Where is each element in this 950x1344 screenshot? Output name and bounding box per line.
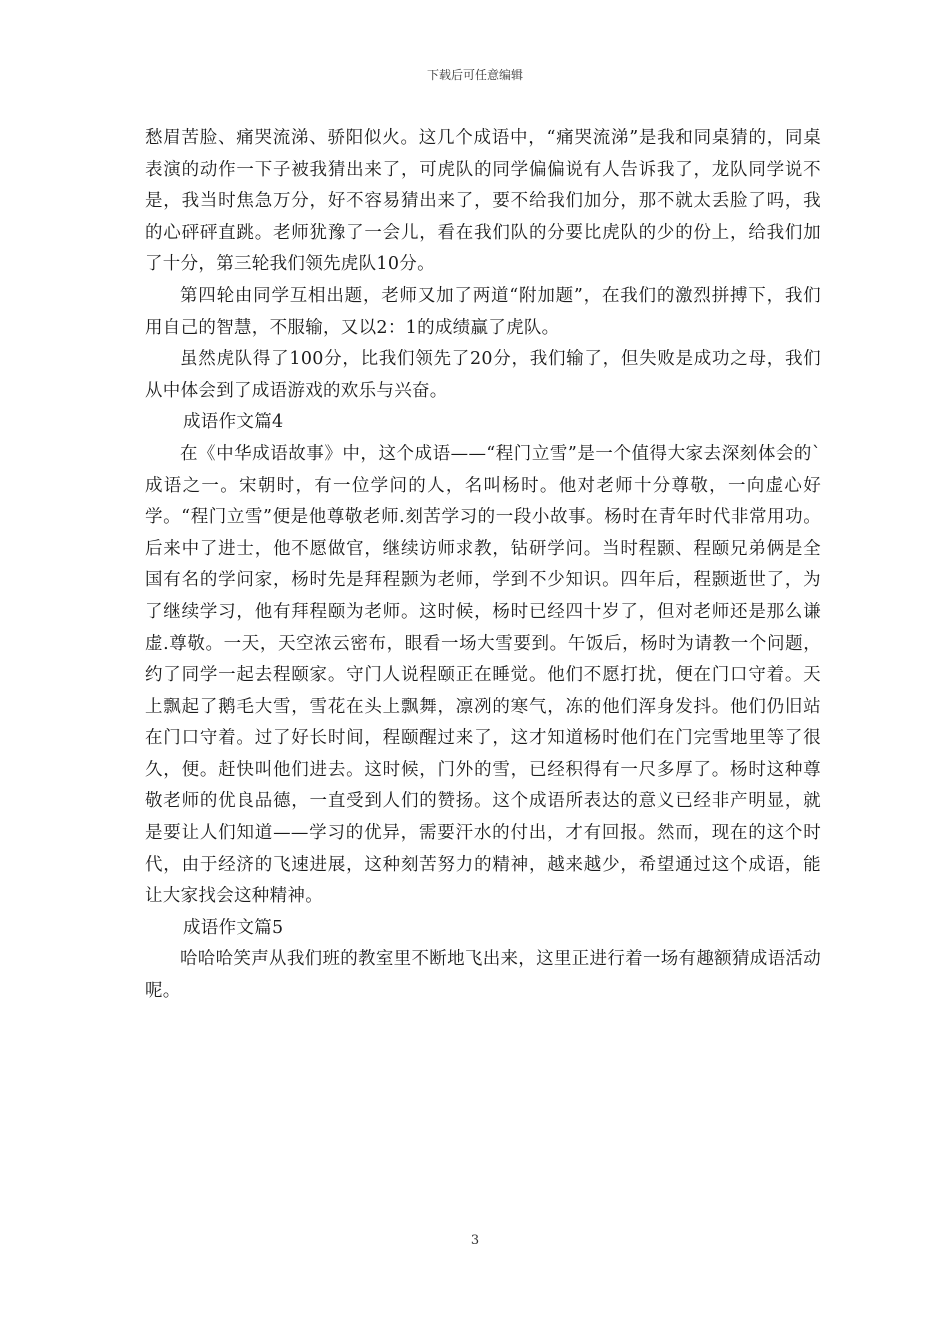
section-heading-essay-4: 成语作文篇4 [183, 412, 284, 433]
page-header: 下载后可任意编辑 [426, 68, 523, 82]
paragraph-essay-4: 在《中华成语故事》中，这个成语——“程门立雪”是一个值得大家去深刻体会的`成语之一。宋朝时，有一位学问的人，名叫杨时。他对老师十分尊敬，一向虚心好学。“程门立雪”便是他尊敬老师.刻苦学习的一段小故事。杨时在青年时代非常用功。后来中了进士，他不愿做官，继续访师求教，钻研学问。当时程颢、程颐兄弟俩是全国有名的学问家，杨时先是拜程颢为老师，学到不少知识。四年后，程颢逝世了，为了继续学习，他有拜程颐为老师。这时候，杨时已经四十岁了，但对老师还是那么谦虚.尊敬。一天，天空浓云密布，眼看一场大雪要到。午饭后，杨时为请教一个问题，约了同学一起去程颐家。守门人说程颐正在睡觉。他们不愿打扰，便在门口守着。天上飘起了鹅毛大雪，雪花在头上飘舞，凛冽的寒气，冻的他们浑身发抖。他们仍旧站在门口守着。过了好长时间，程颐醒过来了，这才知道杨时他们在门完雪地里等了很久，便。赶快叫他们进去。这时候，门外的雪，已经积得有一尺多厚了。杨时这种尊敬老师的优良品德，一直受到人们的赞扬。这个成语所表达的意义已经非产明显，就是要让人们知道——学习的优异，需要汗水的付出，才有回报。然而，现在的这个时代，由于经济的飞速进展，这种刻苦努力的精神，越来越少，希望通过这个成语，能让大家找会这种精神。 [145, 443, 821, 907]
paragraph-result: 虽然虎队得了100分，比我们领先了20分，我们输了，但失败是成功之母，我们从中体会到了成语游戏的欢乐与兴奋。 [145, 349, 821, 401]
section-heading-essay-5: 成语作文篇5 [183, 917, 284, 938]
paragraph-round-four: 第四轮由同学互相出题，老师又加了两道“附加题”，在我们的激烈拼搏下，我们用自己的智慧，不服输，又以2：1的成绩赢了虎队。 [145, 285, 821, 338]
paragraph-essay-5: 哈哈哈笑声从我们班的教室里不断地飞出来，这里正进行着一场有趣额猜成语活动呢。 [145, 949, 821, 1002]
document-body [145, 123, 821, 1008]
page-number: 3 [470, 1233, 480, 1248]
paragraph-continuation: 愁眉苦脸、痛哭流涕、骄阳似火。这几个成语中，“痛哭流涕”是我和同桌猜的，同桌表演的动作一下子被我猜出来了，可虎队的同学偏偏说有人告诉我了，龙队同学说不是，我当时焦急万分，好不容易猜出来了，要不给我们加分，那不就太丢脸了吗，我的心砰砰直跳。老师犹豫了一会儿，看在我们队的分要比虎队的少的份上，给我们加了十分，第三轮我们领先虎队10分。 [145, 128, 821, 275]
